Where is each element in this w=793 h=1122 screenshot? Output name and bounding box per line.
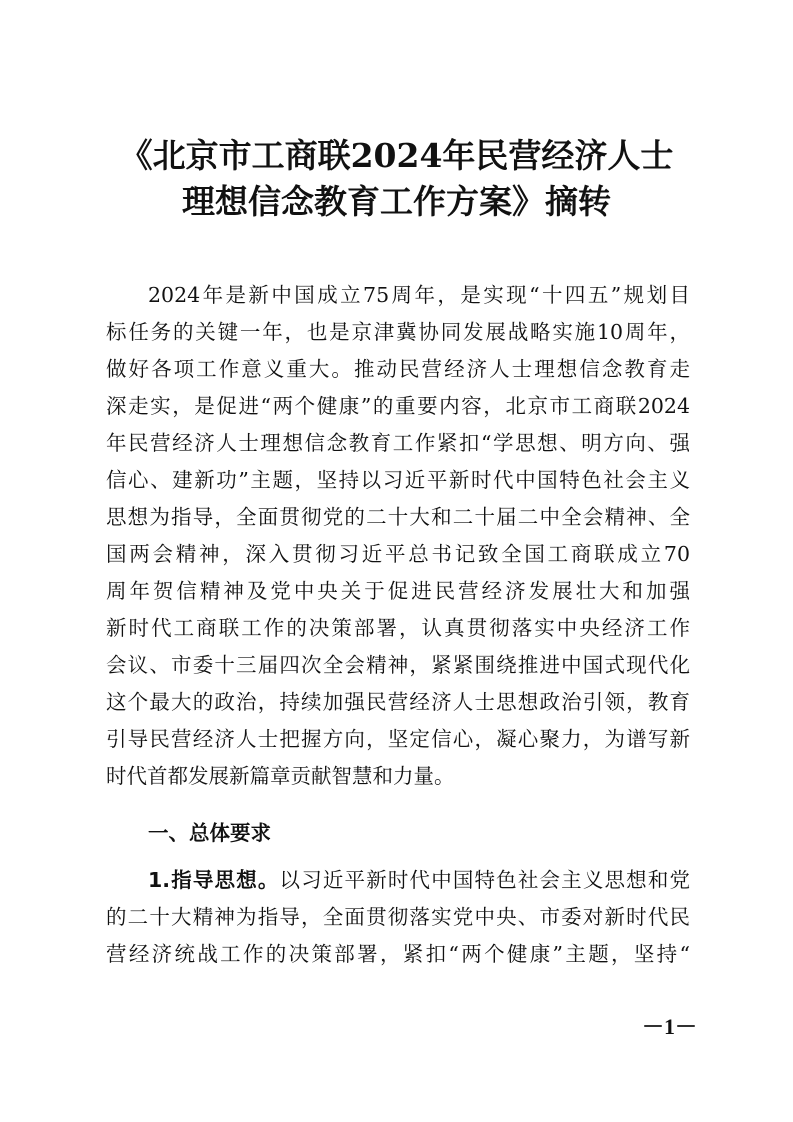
section-heading: 一、总体要求 (148, 821, 271, 845)
title-line-2: 理想信念教育工作方案》摘转 (182, 182, 611, 221)
paragraph-line: 年民营经济人士理想信念教育工作紧扣“学思想、明方向、强 (106, 431, 690, 455)
paragraph-line: 国两会精神，深入贯彻习近平总书记致全国工商联成立70 (106, 542, 690, 566)
paragraph-line: 周年贺信精神及党中央关于促进民营经济发展壮大和加强 (106, 579, 690, 603)
paragraph-line: 深走实，是促进“两个健康”的重要内容，北京市工商联2024 (106, 394, 690, 418)
paragraph-line: 2024年是新中国成立75周年，是实现“十四五”规划目 (148, 283, 690, 307)
paragraph-line: 的二十大精神为指导，全面贯彻落实党中央、市委对新时代民 (106, 905, 690, 929)
paragraph-line: 新时代工商联工作的决策部署，认真贯彻落实中央经济工作 (106, 616, 690, 640)
paragraph-line: 会议、市委十三届四次全会精神，紧紧围绕推进中国式现代化 (106, 653, 690, 677)
paragraph-line: 做好各项工作意义重大。推动民营经济人士理想信念教育走 (106, 357, 690, 381)
item-text: 以习近平新时代中国特色社会主义思想和党 (279, 868, 690, 892)
title-line-1: 《北京市工商联2024年民营经济人士 (119, 136, 674, 175)
page-number: －1－ (641, 1014, 697, 1039)
paragraph-line: 标任务的关键一年，也是京津冀协同发展战略实施10周年， (106, 320, 690, 344)
paragraph-line: 营经济统战工作的决策部署，紧扣“两个健康”主题，坚持“ (106, 942, 690, 966)
paragraph-line (148, 862, 690, 899)
paragraph-line: 思想为指导，全面贯彻党的二十大和二十届二中全会精神、全 (106, 505, 690, 529)
paragraph-line: 时代首都发展新篇章贡献智慧和力量。 (106, 764, 455, 788)
paragraph-line: 这个最大的政治，持续加强民营经济人士思想政治引领，教育 (106, 690, 690, 714)
item-label: 1.指导思想。 (148, 868, 280, 892)
paragraph-line: 信心、建新功”主题，坚持以习近平新时代中国特色社会主义 (106, 468, 690, 492)
paragraph-line: 引导民营经济人士把握方向，坚定信心，凝心聚力，为谱写新 (106, 727, 690, 751)
